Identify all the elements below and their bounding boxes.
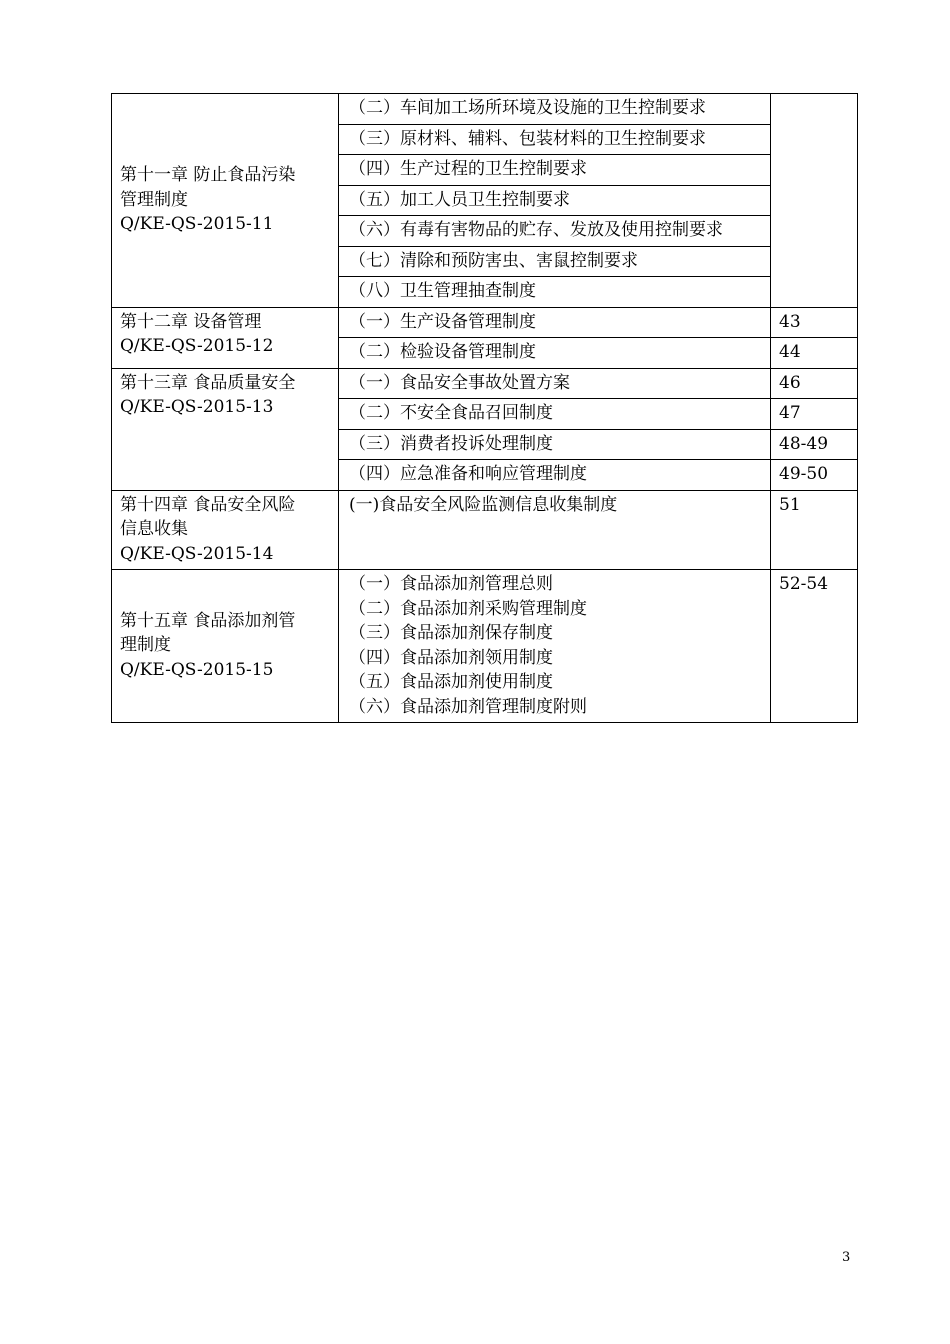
page-cell: 46 [771, 368, 858, 399]
chapter-title-continued: 信息收集 [120, 519, 188, 539]
chapter-cell [112, 368, 339, 490]
chapter-title-continued: 管理制度 [120, 189, 188, 210]
section-cell: （一）食品安全事故处置方案 [339, 368, 771, 399]
chapter-cell [112, 490, 339, 570]
chapter-cell [112, 307, 339, 368]
section-cell: （四）应急准备和响应管理制度 [339, 460, 771, 491]
table-row [112, 570, 858, 723]
section-cell: （二）不安全食品召回制度 [339, 399, 771, 430]
page-cell: 48-49 [771, 429, 858, 460]
table-row [112, 307, 858, 338]
page-cell: 51 [771, 490, 858, 570]
section-line: （五）食品添加剂使用制度 [349, 672, 553, 692]
chapter-code: Q/KE-QS-2015-14 [120, 543, 274, 564]
chapter-code: Q/KE-QS-2015-13 [120, 397, 274, 417]
section-cell: （一）生产设备管理制度 [339, 307, 771, 338]
section-cell: （六）有毒有害物品的贮存、发放及使用控制要求 [339, 216, 771, 247]
section-cell: （三）原材料、辅料、包装材料的卫生控制要求 [339, 124, 771, 155]
section-cell: （四）生产过程的卫生控制要求 [339, 155, 771, 186]
chapter-title-continued: 理制度 [120, 635, 171, 656]
section-cell: （二）检验设备管理制度 [339, 338, 771, 369]
page-cell: 44 [771, 338, 858, 369]
chapter-title: 第十三章 食品质量安全 [120, 372, 296, 393]
table-of-contents [111, 93, 858, 723]
page-cell: 47 [771, 399, 858, 430]
section-cell: （二）车间加工场所环境及设施的卫生控制要求 [339, 94, 771, 125]
chapter-code: Q/KE-QS-2015-15 [120, 659, 274, 680]
table-row [112, 368, 858, 399]
chapter-title: 第十一章 防止食品污染 [120, 165, 296, 185]
section-line: （二）食品添加剂采购管理制度 [349, 598, 587, 619]
page-cell: 52-54 [771, 570, 858, 723]
table-row [112, 490, 858, 570]
section-cell: （七）清除和预防害虫、害鼠控制要求 [339, 246, 771, 277]
section-line: （六）食品添加剂管理制度附则 [349, 696, 587, 717]
chapter-code: Q/KE-QS-2015-11 [120, 214, 274, 234]
page-number: 3 [842, 1250, 851, 1265]
chapter-title: 第十四章 食品安全风险 [120, 494, 296, 515]
section-line: （四）食品添加剂领用制度 [349, 647, 553, 668]
section-line: （一）食品添加剂管理总则 [349, 574, 553, 594]
chapter-code: Q/KE-QS-2015-12 [120, 336, 274, 356]
page-cell [771, 94, 858, 308]
section-cell [339, 570, 771, 723]
chapter-title: 第十二章 设备管理 [120, 311, 262, 332]
section-cell: （三）消费者投诉处理制度 [339, 429, 771, 460]
section-line: （三）食品添加剂保存制度 [349, 623, 553, 643]
section-cell: （八）卫生管理抽查制度 [339, 277, 771, 308]
page-cell: 49-50 [771, 460, 858, 491]
page-cell: 43 [771, 307, 858, 338]
section-cell: （五）加工人员卫生控制要求 [339, 185, 771, 216]
table-row [112, 94, 858, 125]
chapter-cell [112, 94, 339, 308]
chapter-cell [112, 570, 339, 723]
chapter-title: 第十五章 食品添加剂管 [120, 610, 296, 631]
section-cell: (一)食品安全风险监测信息收集制度 [339, 490, 771, 570]
